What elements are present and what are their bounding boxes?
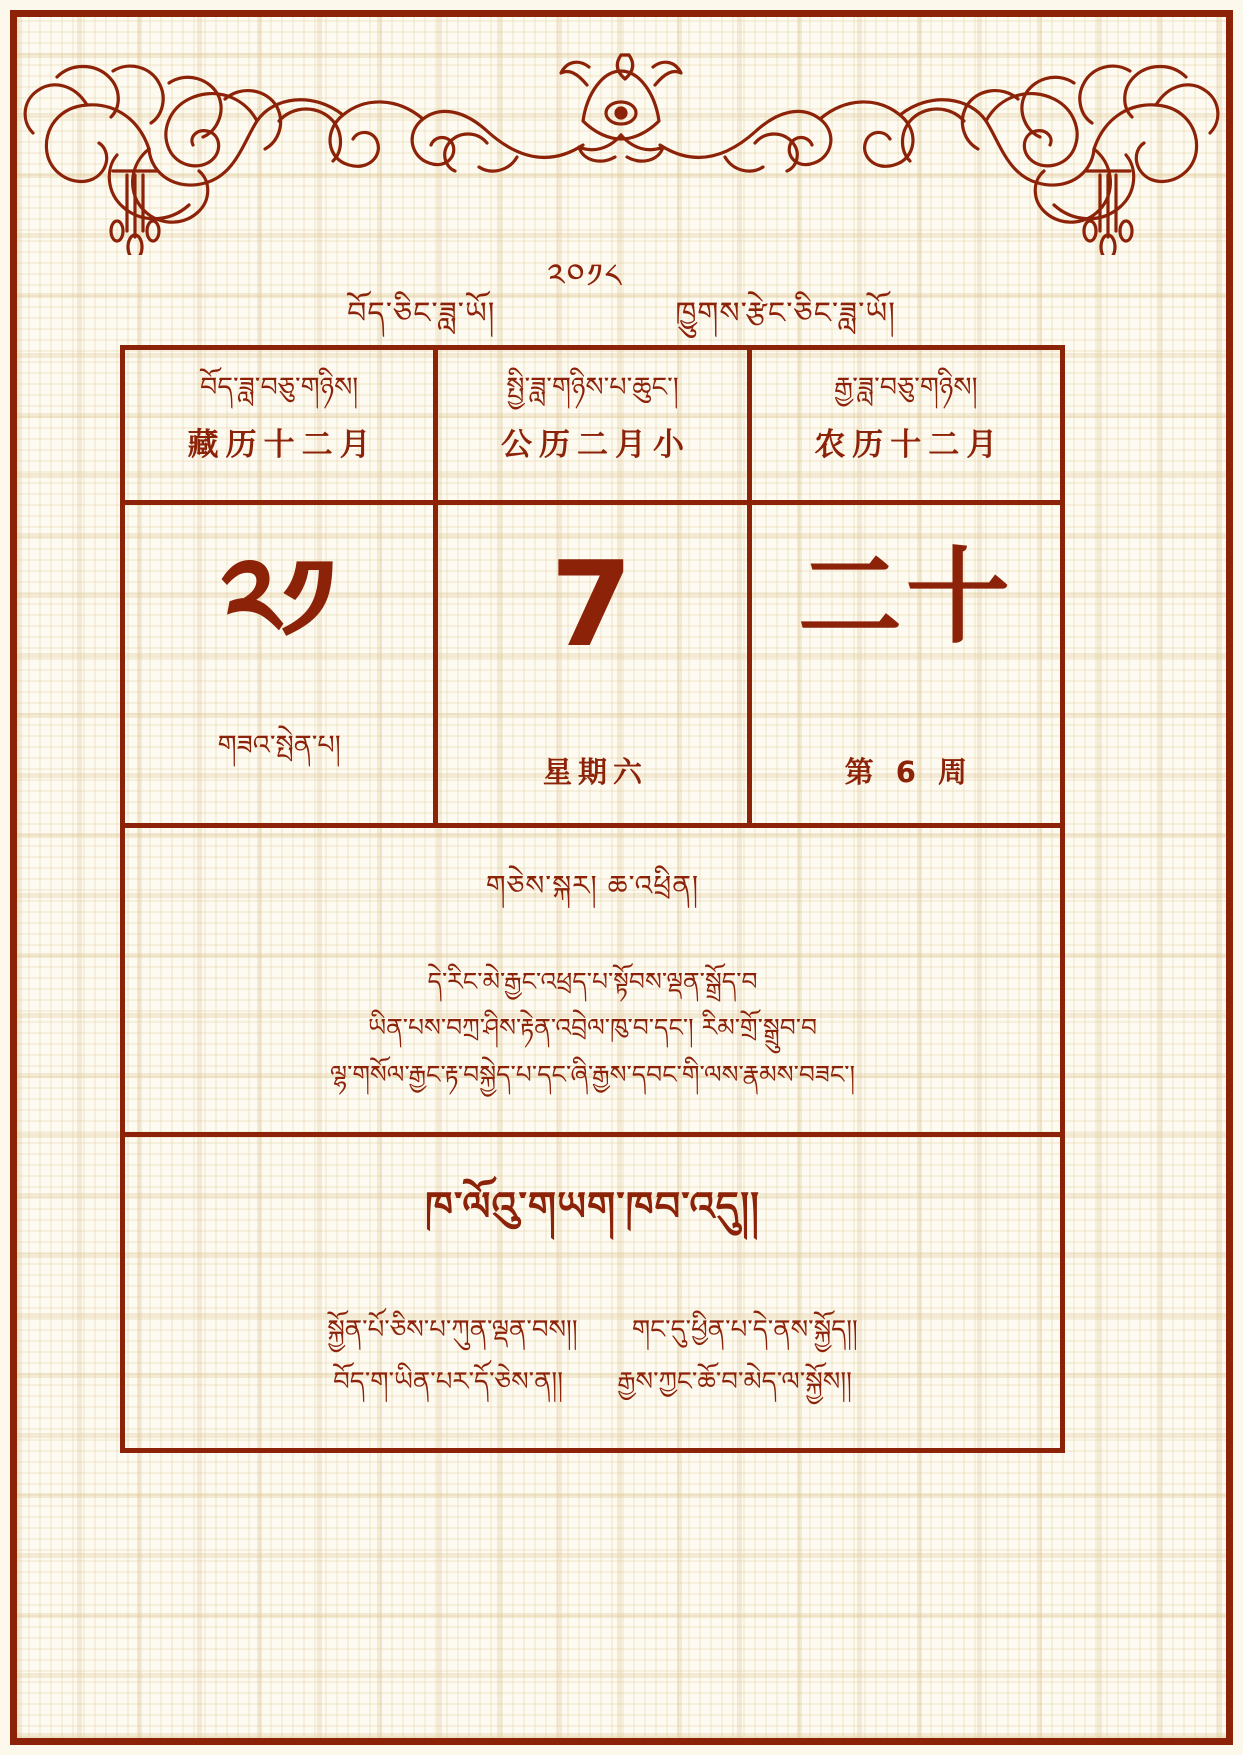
tibetan-month-title-tib: བོད་ཟླ་བཅུ་གཉིས། xyxy=(200,372,359,403)
daily-note xyxy=(125,828,1060,1132)
verse-segment: བོད་ག་ཡིན་པར་དོ་ཅེས་ན།། xyxy=(333,1366,563,1397)
weekday-label-cn: 星期六 xyxy=(542,755,648,789)
column-header-tibetan-month xyxy=(125,350,433,500)
tibetan-weekday-label: གཟའ་སྤེན་པ། xyxy=(217,730,341,761)
daily-verse xyxy=(125,1137,1060,1448)
verse-line xyxy=(145,1356,1040,1408)
verse-segment: གང་དུ་ཕྱིན་པ་དེ་ནས་སྐྱོད།། xyxy=(631,1314,858,1345)
lunar-month-title-cn: 农历十二月 xyxy=(814,426,1005,463)
verse-title: ཁ་ལོའུ་གཡག་ཁབ་འདུ།། xyxy=(425,1183,760,1230)
header-left-tibetan: བོད་ཅིང་ཟླ་ཡོ། xyxy=(347,295,496,331)
day-number-row xyxy=(125,500,1060,823)
verse-line xyxy=(145,1304,1040,1356)
verse-segment: སྐྱོན་པོ་ཅིས་པ་ཀུན་ལྡན་བས།། xyxy=(327,1314,578,1345)
note-line: ཡིན་པས་བཀྲ་ཤིས་རྟེན་འབྲེལ་ཁུ་བ་དང་། རིམ་གྲོ་སྒྲུབ་བ xyxy=(367,1013,818,1043)
note-title: གཅེས་སྐར། ཆ་འཕྲིན། xyxy=(485,869,700,902)
gregorian-day-cell xyxy=(433,505,746,823)
gregorian-month-title-cn: 公历二月小 xyxy=(500,426,691,463)
page-content xyxy=(17,17,1226,1738)
column-header-lunar-month xyxy=(747,350,1060,500)
week-of-year-label: 第 6 周 xyxy=(844,755,973,789)
tibetan-day-number: ༢༡ xyxy=(221,536,338,666)
note-row xyxy=(125,823,1060,1132)
column-header-gregorian-month xyxy=(433,350,746,500)
header-right-tibetan: ཁྱུགས་རྩེང་ཅིང་ཟླ་ཡོ། xyxy=(675,295,896,331)
lunar-day-cell xyxy=(747,505,1060,823)
calendar-table xyxy=(120,345,1065,1453)
gregorian-month-title-tib: སྤྱི་ཟླ་གཉིས་པ་ཆུང་། xyxy=(506,372,679,403)
note-line: ལྷ་གསོལ་རྒྱང་རྟ་བསྐྱེད་པ་དང་ཞི་རྒྱས་དབང་གི་ལས་རྣམས་བཟང་། xyxy=(329,1059,856,1089)
verse-row xyxy=(125,1132,1060,1448)
header-row xyxy=(17,239,1226,332)
verse-segment: རྒྱས་ཀྱང་ཆོ་བ་མེད་ལ་སྐྱོས།། xyxy=(617,1366,852,1397)
month-header-row xyxy=(125,350,1060,500)
lunar-day-number: 二十 xyxy=(797,536,1014,658)
note-line: དེ་རིང་མེ་རྒྱང་འཕྲད་པ་སྟོབས་ལྡན་སྒྲོད་བ xyxy=(427,967,758,996)
header-ornament xyxy=(17,25,1226,255)
lunar-month-title-tib: རྒྱ་ཟླ་བཅུ་གཉིས། xyxy=(834,372,978,403)
header-year: ༢༠༡༨ xyxy=(547,256,624,295)
tibetan-month-title-cn: 藏历十二月 xyxy=(187,426,378,463)
tibetan-day-cell xyxy=(125,505,433,823)
gregorian-day-number: 7 xyxy=(550,535,635,673)
